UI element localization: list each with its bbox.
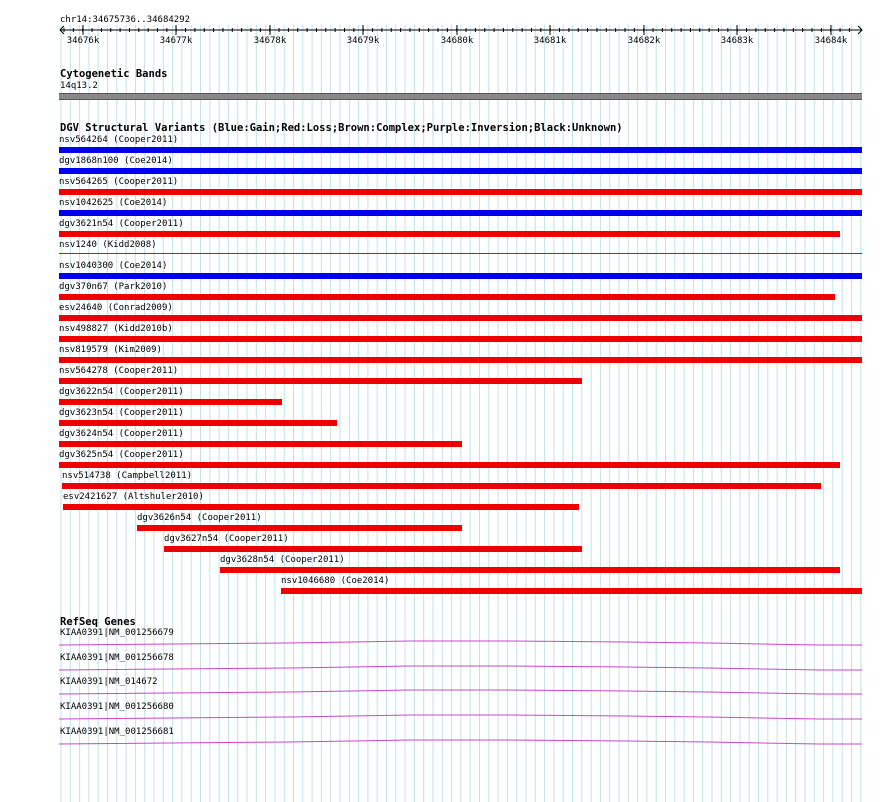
variant-label: nsv564265 (Cooper2011) (59, 177, 179, 187)
cytoband-title: Cytogenetic Bands (60, 68, 168, 80)
variant-feature[interactable] (164, 546, 582, 552)
variant-label: nsv564278 (Cooper2011) (59, 366, 179, 376)
variant-feature[interactable] (59, 168, 862, 174)
gene-label: KIAA0391|NM_001256678 (60, 652, 174, 663)
variant-label: nsv1046680 (Coe2014) (281, 576, 390, 586)
variant-label: dgv3624n54 (Cooper2011) (59, 429, 184, 439)
variant-feature[interactable] (281, 588, 862, 594)
variant-label: nsv564264 (Cooper2011) (59, 135, 179, 145)
gene-model[interactable] (59, 665, 869, 671)
variant-feature[interactable] (59, 336, 862, 342)
variant-label: esv24640 (Conrad2009) (59, 303, 173, 313)
gene-label: KIAA0391|NM_001256679 (60, 628, 174, 638)
variant-feature[interactable] (59, 357, 862, 363)
gene-model[interactable] (59, 714, 869, 720)
variant-label: nsv1040300 (Coe2014) (59, 261, 168, 271)
ruler-tick-label: 34678k (253, 36, 287, 46)
variant-feature[interactable] (59, 462, 840, 468)
gene-model[interactable] (59, 689, 869, 695)
gene-label: KIAA0391|NM_001256680 (60, 702, 174, 713)
gene-label: KIAA0391|NM_014672 (60, 677, 158, 688)
ruler-tick-label: 34677k (159, 36, 193, 46)
variant-feature[interactable] (62, 483, 821, 489)
ruler-tick-label: 34679k (346, 36, 380, 46)
variant-label: dgv3626n54 (Cooper2011) (137, 513, 262, 523)
variant-feature[interactable] (59, 189, 862, 195)
dgv-track-title: DGV Structural Variants (Blue:Gain;Red:Loss;Brown:Complex;Purple:Inversion;Black:Unknown) (60, 122, 623, 134)
variant-feature[interactable] (59, 231, 840, 237)
variant-feature[interactable] (59, 273, 862, 279)
variant-feature[interactable] (59, 441, 462, 447)
variant-label: dgv3621n54 (Cooper2011) (59, 219, 184, 229)
variant-label: esv2421627 (Altshuler2010) (63, 492, 204, 502)
ruler-tick-label: 34683k (720, 36, 754, 46)
ruler-tick-label: 34681k (533, 36, 567, 46)
variant-label: dgv3627n54 (Cooper2011) (164, 534, 289, 544)
ruler-tick-label: 34682k (627, 36, 661, 46)
variant-feature[interactable] (59, 147, 862, 153)
ruler-tick-label: 34680k (440, 36, 474, 46)
variant-label: nsv1240 (Kidd2008) (59, 240, 157, 250)
gene-label: KIAA0391|NM_001256681 (60, 726, 174, 737)
refseq-track-title: RefSeq Genes (60, 616, 136, 628)
variant-feature[interactable] (137, 525, 462, 531)
ruler-tick-label: 34676k (66, 36, 100, 46)
variant-label: nsv498827 (Kidd2010b) (59, 324, 173, 334)
variant-feature[interactable] (59, 210, 862, 216)
variant-label: dgv3623n54 (Cooper2011) (59, 408, 184, 418)
region-label: chr14:34675736..34684292 (60, 15, 191, 25)
variant-feature[interactable] (63, 504, 579, 510)
cytoband-bar[interactable] (59, 93, 862, 100)
gene-model[interactable] (59, 739, 869, 745)
variant-feature[interactable] (59, 399, 282, 405)
cytoband-label: 14q13.2 (60, 81, 98, 91)
variant-feature[interactable] (59, 378, 582, 384)
variant-feature[interactable] (220, 567, 840, 573)
gene-model[interactable] (59, 640, 869, 646)
variant-feature[interactable] (59, 420, 337, 426)
variant-label: dgv3622n54 (Cooper2011) (59, 387, 184, 397)
variant-label: nsv514738 (Campbell2011) (62, 471, 193, 481)
ruler-tick-label: 34684k (814, 36, 848, 46)
variant-label: dgv1868n100 (Coe2014) (59, 156, 173, 166)
variant-feature[interactable] (59, 253, 862, 254)
variant-feature[interactable] (59, 294, 835, 300)
variant-label: nsv1042625 (Coe2014) (59, 198, 168, 208)
variant-label: dgv370n67 (Park2010) (59, 282, 168, 292)
variant-label: nsv819579 (Kim2009) (59, 345, 162, 355)
variant-label: dgv3625n54 (Cooper2011) (59, 450, 184, 460)
variant-label: dgv3628n54 (Cooper2011) (220, 555, 345, 565)
variant-feature[interactable] (59, 315, 862, 321)
